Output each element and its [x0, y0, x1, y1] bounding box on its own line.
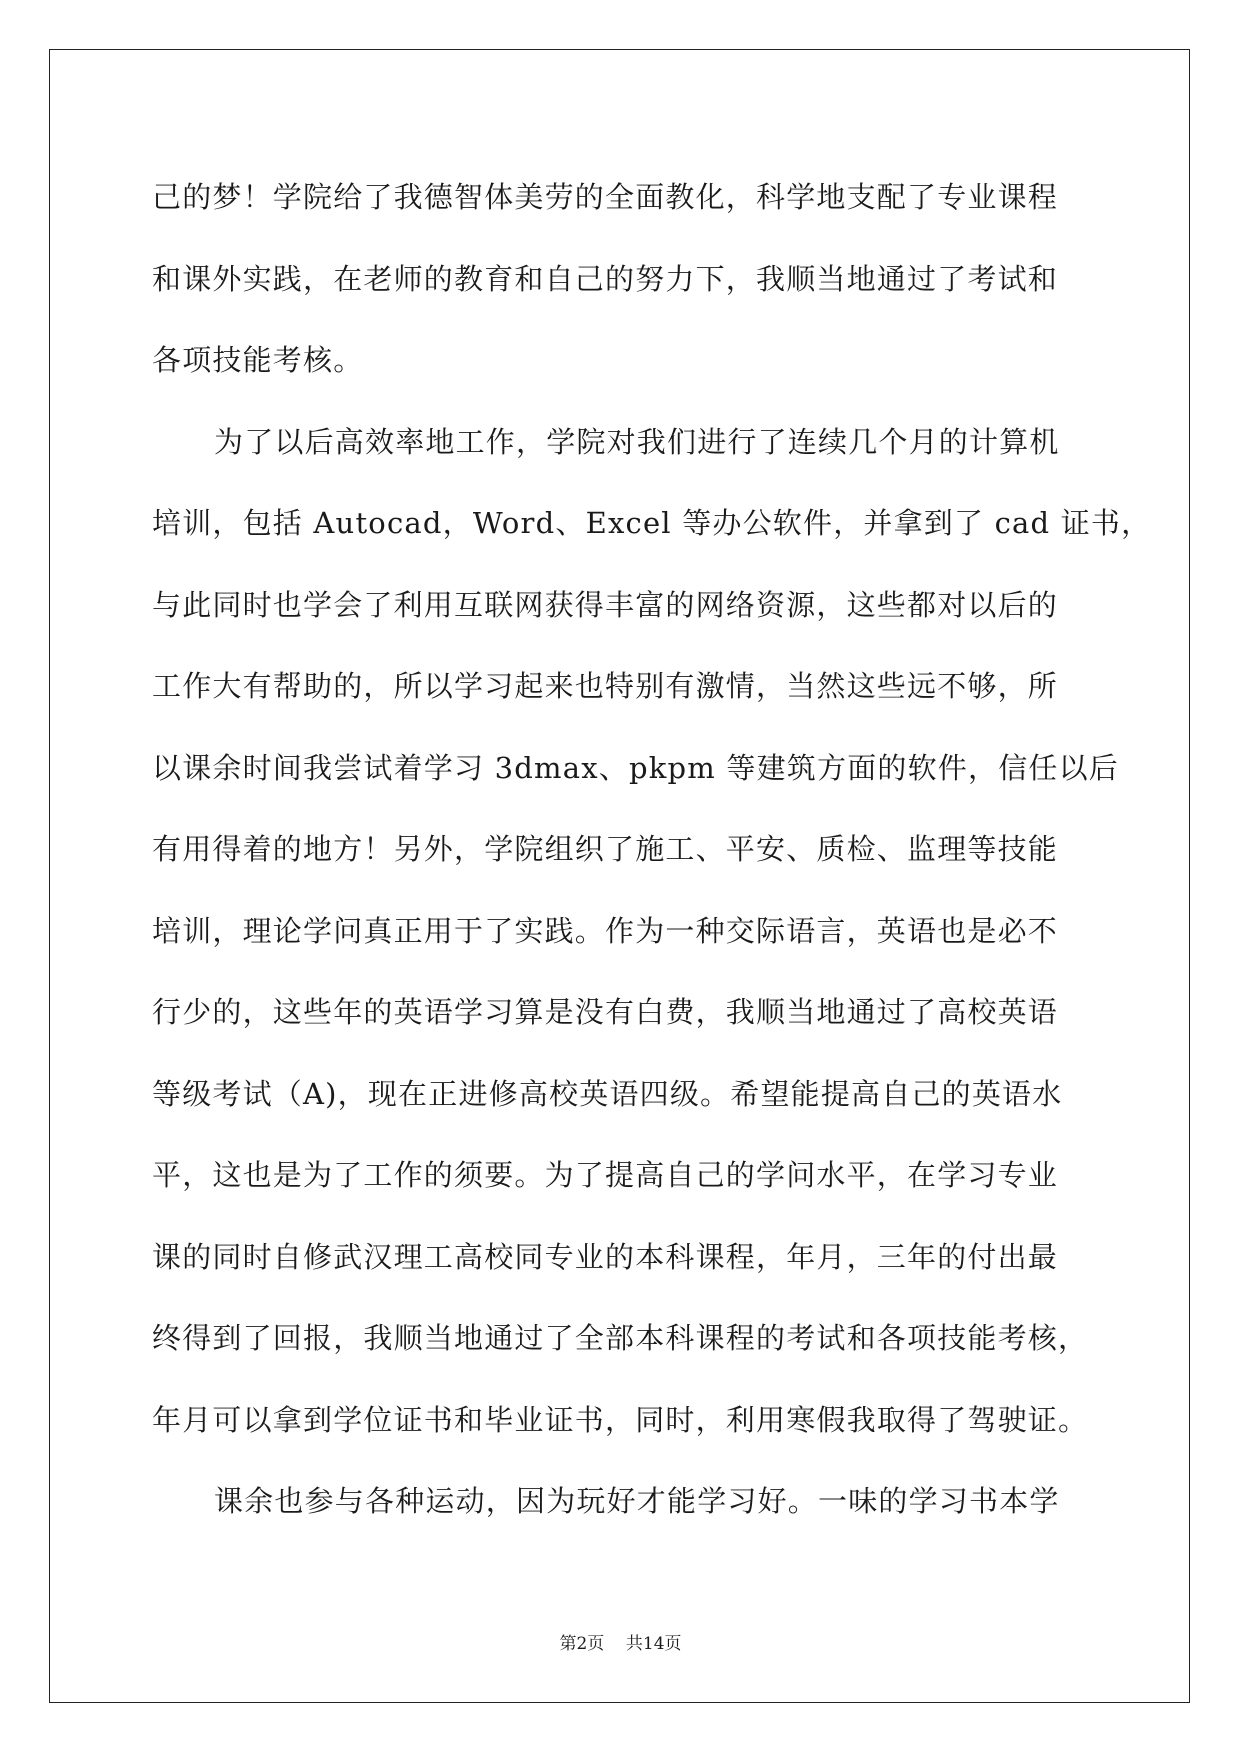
text-line: 和课外实践，在老师的教育和自己的努力下，我顺当地通过了考试和 [152, 261, 1059, 296]
document-body [152, 157, 1152, 1543]
text-line: 培训，包括 Autocad，Word、Excel 等办公软件，并拿到了 cad 证书， [152, 506, 1152, 540]
text-line: 有用得着的地方！另外，学院组织了施工、平安、质检、监理等技能 [152, 832, 1059, 866]
text-line: 为了以后高效率地工作，学院对我们进行了连续几个月的计算机 [214, 424, 1060, 459]
text-line: 行少的，这些年的英语学习算是没有白费，我顺当地通过了高校英语 [152, 995, 1059, 1029]
text-line: 课的同时自修武汉理工高校同专业的本科课程，年月，三年的付出最 [152, 1239, 1059, 1274]
page-total: 共14页 [625, 1634, 682, 1654]
text-line: 培训，理论学问真正用于了实践。作为一种交际语言，英语也是必不 [152, 913, 1059, 948]
text-line: 等级考试（A)，现在正进修高校英语四级。希望能提高自己的英语水 [152, 1076, 1063, 1111]
text-line: 平，这也是为了工作的须要。为了提高自己的学问水平，在学习专业 [152, 1158, 1059, 1192]
text-line: 与此同时也学会了利用互联网获得丰富的网络资源，这些都对以后的 [152, 587, 1059, 622]
page-footer [0, 1629, 1241, 1654]
page-number: 第2页 [559, 1634, 605, 1654]
text-line: 工作大有帮助的，所以学习起来也特别有激情，当然这些远不够，所 [152, 669, 1059, 703]
text-line: 年月可以拿到学位证书和毕业证书，同时，利用寒假我取得了驾驶证。 [152, 1402, 1089, 1437]
text-line: 各项技能考核。 [152, 343, 364, 377]
text-line: 终得到了回报，我顺当地通过了全部本科课程的考试和各项技能考核， [152, 1321, 1089, 1355]
text-line: 己的梦！学院给了我德智体美劳的全面教化，科学地支配了专业课程 [152, 180, 1059, 214]
text-line: 以课余时间我尝试着学习 3dmax、pkpm 等建筑方面的软件，信任以后 [152, 750, 1119, 785]
text-line: 课余也参与各种运动，因为玩好才能学习好。一味的学习书本学 [214, 1484, 1060, 1518]
